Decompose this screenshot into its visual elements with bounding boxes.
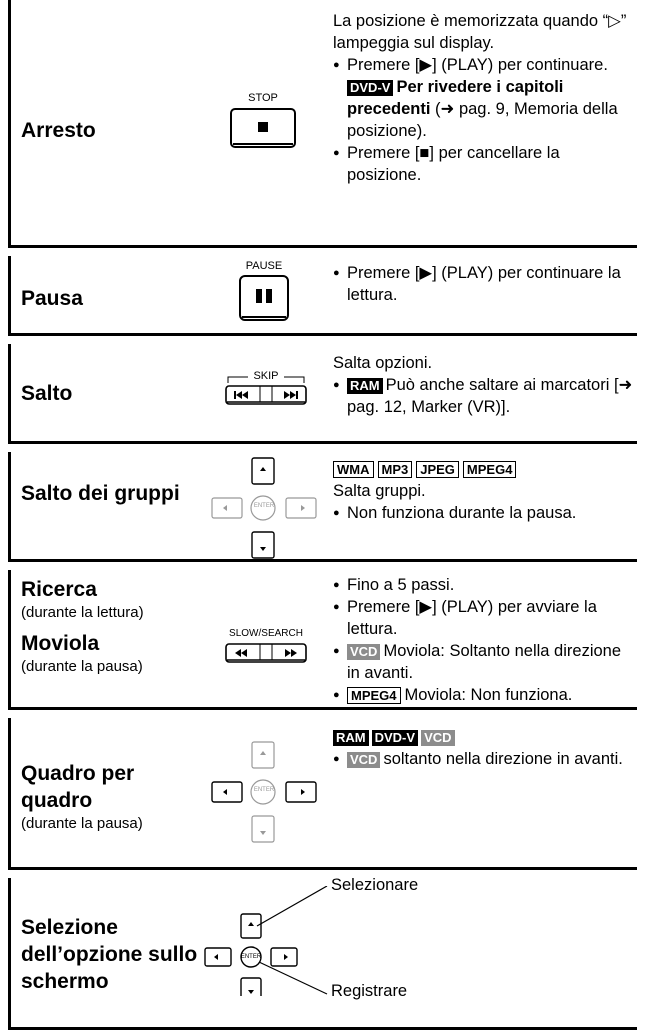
section-description [333,262,633,306]
bullet-text: Premere [▶] (PLAY) per continuare. [347,56,608,74]
skip-button-illustration [224,370,308,410]
section-quadro [8,718,637,870]
format-tag: WMA [333,461,374,478]
description-text: Salta gruppi. [333,482,426,500]
section-salto [8,344,637,444]
callout-line-enter [259,962,327,994]
search-buttons-icon [224,642,308,666]
enter-label: ENTER [240,954,262,960]
button-label: SKIP [253,370,279,382]
bullet-item [333,748,633,770]
description-text: Salta opzioni. [333,354,433,372]
disc-tag: DVD-V [372,730,418,746]
bullet-text: (➜ pag. 9, Memoria della posizione). [347,100,618,140]
bullet-item [333,54,633,142]
section-selezione [8,878,637,1030]
section-title: Selezione dell’opzione sullo schermo [21,916,198,993]
cursor-pad-illustration [197,886,497,996]
title-moviola: Moviola [21,632,100,655]
button-label: STOP [248,92,278,104]
disc-tag: VCD [421,730,454,746]
section-description [333,10,633,186]
bullet-item: ● Premere [■] per cancellare la posizione. [333,142,633,186]
bullet-item [333,684,633,706]
bullet-item: ● Fino a 5 passi. [333,574,633,596]
enter-label: ENTER [253,787,275,793]
section-title: Arresto [21,119,96,142]
bold-text: Per rivedere i capitoli precedenti [347,78,564,118]
title-ricerca: Ricerca [21,578,97,601]
bullet-text: Moviola: Soltanto nella direzione in avanti. [347,642,622,682]
pause-button-illustration [238,260,290,326]
section-description [333,574,633,706]
callout-line-select [257,886,327,926]
bullet-item: ● Premere [▶] (PLAY) per avviare la lettura. [333,596,633,640]
bullet-item [333,640,633,684]
stop-button-illustration [228,92,298,152]
format-tag: MP3 [378,461,413,478]
disc-tag: DVD-V [347,80,393,96]
title-quadro: Quadro per quadro [21,762,135,812]
callout-registrare: Registrare [331,982,408,1000]
disc-tag: RAM [333,730,369,746]
section-arresto [8,0,637,248]
section-description [333,726,633,770]
bullet-text: Può anche saltare ai marcatori [➜ pag. 12, Marker (VR)]. [347,376,633,416]
disc-tag: VCD [347,752,380,768]
section-gruppi [8,452,637,562]
section-pausa [8,256,637,336]
bullet-item: ● Non funziona durante la pausa. [333,502,633,524]
callout-selezionare: Selezionare [331,876,419,894]
slow-search-button-illustration [224,628,308,668]
subtitle-ricerca: (durante la lettura) [21,604,144,621]
section-ricerca [8,570,637,710]
section-title: Salto dei gruppi [21,482,180,505]
button-label: PAUSE [245,260,283,272]
subtitle-moviola: (durante la pausa) [21,658,143,675]
format-tags [333,458,633,480]
stop-icon [228,106,298,152]
bullet-text: soltanto nella direzione in avanti. [383,750,623,768]
section-description [333,458,633,524]
disc-tags [333,726,633,748]
bullet-item [333,374,633,418]
disc-tag: RAM [347,378,383,394]
section-title: Salto [21,382,73,405]
enter-label: ENTER [253,503,275,509]
section-title [21,760,201,833]
section-title: Pausa [21,287,83,310]
subtitle-quadro: (durante la pausa) [21,815,143,832]
format-tag: MPEG4 [463,461,517,478]
disc-tag: VCD [347,644,380,660]
description-text: La posizione è memorizzata quando “▷” lampeggia sul display. [333,12,627,52]
skip-buttons-icon [224,384,308,408]
button-label: SLOW/SEARCH [229,628,303,639]
section-title [21,576,144,676]
section-description [333,352,633,418]
format-tag: JPEG [416,461,459,478]
bullet-text: Moviola: Non funziona. [404,686,573,704]
format-tag: MPEG4 [347,687,401,704]
bullet-item: ● Premere [▶] (PLAY) per continuare la lettura. [333,262,633,306]
pause-icon [238,274,290,324]
